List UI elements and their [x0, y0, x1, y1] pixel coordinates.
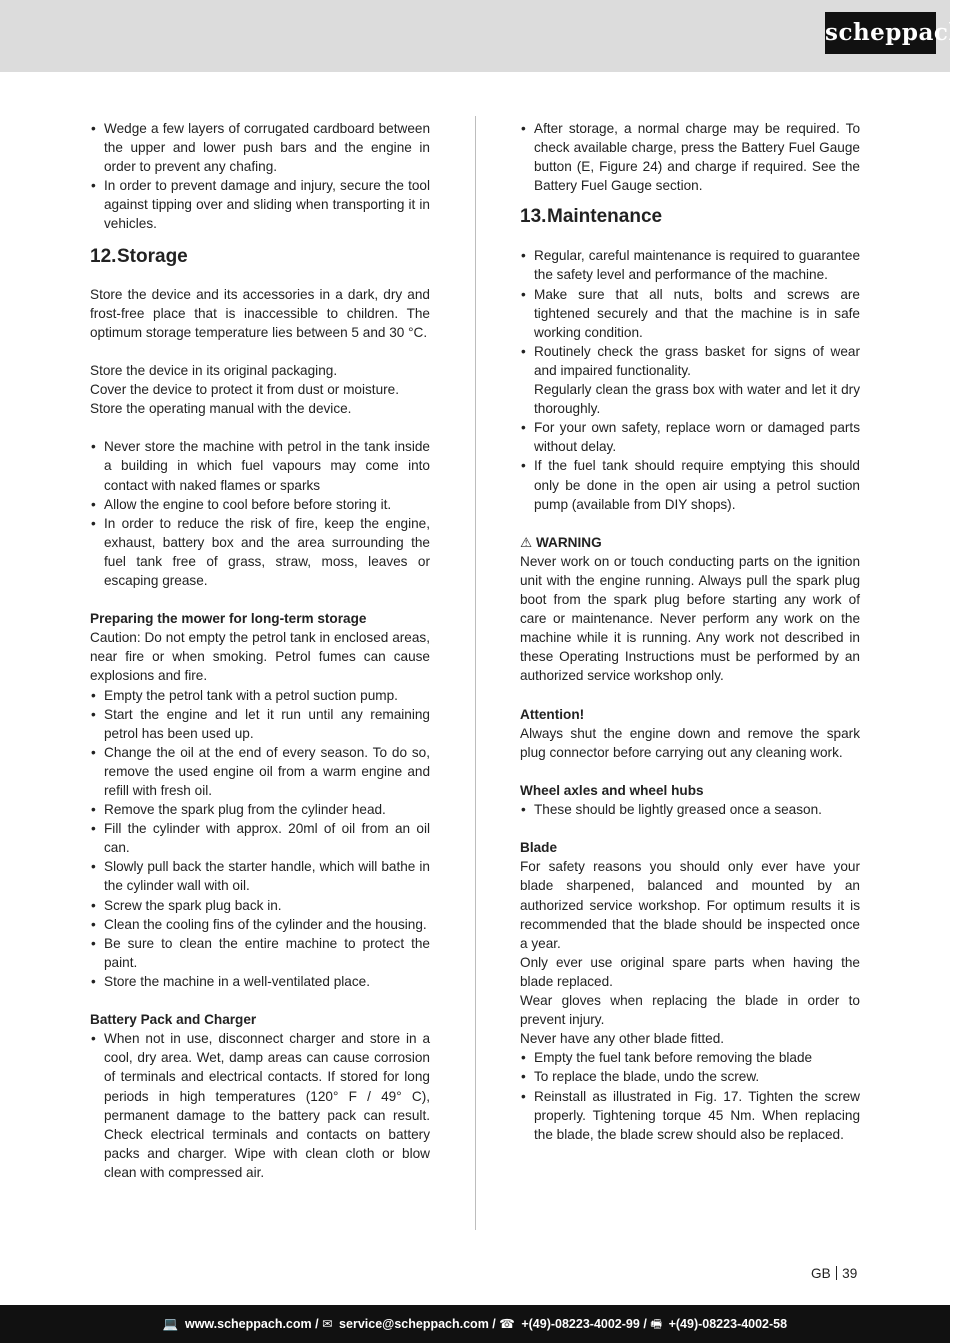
blade-paragraph: Only ever use original spare parts when having the blade replaced.: [520, 954, 860, 989]
column-divider: [475, 116, 476, 1230]
contact-footer-bar: 💻 www.scheppach.com / ✉ service@scheppach.com / ☎ +(49)-08223-4002-99 / 🖷 +(49)-08223-4002-58: [0, 1305, 950, 1343]
warning-text: Never work on or touch conducting parts on the ignition unit with the engine running. Always pull the spark plug boot from the spark plug before starting any work of care or maintenance. Never perform any work on the machine while it is running. Any work not described in these Operating Instructions must be performed by an authorized service workshop only.: [520, 553, 860, 684]
battery-heading: Battery Pack and Charger: [90, 1012, 257, 1028]
blade-paragraph: Never have any other blade fitted.: [520, 1031, 725, 1047]
list-item: • Make sure that all nuts, bolts and screws are tightened securely and that the machine is in safe working condition.: [520, 285, 860, 342]
list-item: • Slowly pull back the starter handle, which will bathe in the cylinder wall with oil.: [90, 857, 430, 895]
mail-icon: ✉: [322, 1317, 333, 1331]
list-item: • Empty the fuel tank before removing the blade: [520, 1048, 860, 1067]
maintenance-continuation: Regularly clean the grass box with water and let it dry thoroughly.: [534, 382, 860, 417]
attention-text: Always shut the engine down and remove the spark plug connector before carrying out any cleaning work.: [520, 725, 860, 760]
list-item: • Change the oil at the end of every season. To do so, remove the used engine oil from a warm engine and refill with fresh oil.: [90, 743, 430, 800]
maintenance-heading: 13.Maintenance: [520, 206, 663, 228]
attention-heading: Attention!: [520, 706, 585, 722]
blade-paragraph: For safety reasons you should only ever have your blade sharpened, balanced and mounted by an authorized service workshop. For optimum results it is recommended that the blade should be inspected once a year.: [520, 859, 860, 951]
list-item: • Store the machine in a well-ventilated place.: [90, 972, 430, 991]
page-number: 39: [842, 1266, 858, 1281]
fax-number: +(49)-08223-4002-58: [668, 1317, 788, 1331]
list-item: • These should be lightly greased once a season.: [520, 800, 860, 819]
list-item: • Start the engine and let it run until any remaining petrol has been used up.: [90, 705, 430, 743]
list-item: • In order to reduce the risk of fire, keep the engine, exhaust, battery box and the area surrounding the fuel tank free of grass, straw, moss, leaves or escaping grease.: [90, 514, 430, 590]
transport-bullet-list: [90, 119, 430, 234]
storage-line: Cover the device to protect it from dust or moisture.: [90, 382, 400, 398]
fax-icon: 🖷: [650, 1317, 663, 1331]
list-item: • If the fuel tank should require emptying this should only be done in the open air using a petrol suction pump (available from DIY shops).: [520, 456, 860, 513]
list-item: • Empty the petrol tank with a petrol suction pump.: [90, 686, 430, 705]
battery-bullet-list: [90, 1029, 430, 1182]
phone-icon: ☎: [499, 1317, 515, 1331]
list-item: • In order to prevent damage and injury, secure the tool against tipping over and sliding when transporting it in vehicles.: [90, 176, 430, 233]
blade-paragraph: Wear gloves when replacing the blade in order to prevent injury.: [520, 993, 860, 1028]
storage-line: Store the operating manual with the device.: [90, 401, 352, 417]
list-item: • When not in use, disconnect charger and store in a cool, dry area. Wet, damp areas can cause corrosion of terminals and electrical contacts. If stored for long periods in high temperatures (120° F / 49° C), permanent damage to the battery pack can result. Check electrical terminals and contacts on battery packs and charger. Wipe with clean cloth or blow clean with compressed air.: [90, 1029, 430, 1182]
language-code: GB: [811, 1266, 831, 1281]
page-header-band: [0, 0, 966, 72]
wheels-bullet-list: [520, 800, 860, 819]
battery-continued-list: [520, 119, 860, 195]
storage-bullet-list: [90, 437, 430, 590]
list-item: • Be sure to clean the entire machine to protect the paint.: [90, 934, 430, 972]
left-column: [90, 119, 430, 1182]
storage-paragraph: Store the device and its accessories in a dark, dry and frost-free place that is inaccessible to children. The optimum storage temperature lies between 5 and 30 °C.: [90, 286, 430, 340]
long-term-storage-heading: Preparing the mower for long-term storage: [90, 611, 367, 627]
list-item: • For your own safety, replace worn or damaged parts without delay.: [520, 418, 860, 456]
list-item: • Wedge a few layers of corrugated cardboard between the upper and lower push bars and the engine in order to prevent any chafing.: [90, 119, 430, 176]
list-item: • To replace the blade, undo the screw.: [520, 1067, 860, 1086]
maintenance-bullet-list-2: [520, 418, 860, 513]
list-item: • Reinstall as illustrated in Fig. 17. Tighten the screw properly. Tightening torque 45 Nm. When replacing the blade, the blade screw should also be replaced.: [520, 1087, 860, 1144]
page-number-label: [811, 1264, 857, 1283]
list-item: • After storage, a normal charge may be required. To check available charge, press the Battery Fuel Gauge button (E, Figure 24) and charge if required. See the Battery Fuel Gauge section.: [520, 119, 860, 195]
right-column: [520, 119, 860, 1144]
list-item: • Fill the cylinder with approx. 20ml of oil from an oil can.: [90, 819, 430, 857]
warning-heading: ⚠ WARNING: [520, 534, 602, 550]
website-link[interactable]: www.scheppach.com: [184, 1317, 312, 1331]
list-item: • Routinely check the grass basket for signs of wear and impaired functionality.: [520, 342, 860, 380]
long-term-bullet-list: [90, 686, 430, 992]
list-item: • Allow the engine to cool before before storing it.: [90, 495, 430, 514]
list-item: • Never store the machine with petrol in the tank inside a building in which fuel vapours may come into contact with naked flames or sparks: [90, 437, 430, 494]
storage-heading: 12.Storage: [90, 245, 188, 267]
list-item: • Regular, careful maintenance is required to guarantee the safety level and performance of the machine.: [520, 246, 860, 284]
list-item: • Screw the spark plug back in.: [90, 896, 430, 915]
long-term-caution: Caution: Do not empty the petrol tank in enclosed areas, near fire or when smoking. Petrol fumes can cause explosions and fire.: [90, 630, 430, 684]
warning-triangle-icon: ⚠: [520, 534, 533, 550]
wheels-heading: Wheel axles and wheel hubs: [520, 783, 704, 798]
blade-bullet-list: [520, 1048, 860, 1143]
blade-heading: Blade: [520, 840, 558, 856]
phone-number: +(49)-08223-4002-99: [521, 1317, 640, 1331]
list-item: • Clean the cooling fins of the cylinder and the housing.: [90, 915, 430, 934]
computer-icon: 💻: [162, 1317, 179, 1331]
maintenance-bullet-list: [520, 246, 860, 380]
list-item: • Remove the spark plug from the cylinder head.: [90, 800, 430, 819]
scheppach-logo: scheppach: [825, 12, 936, 54]
email-link[interactable]: service@scheppach.com: [339, 1317, 489, 1331]
storage-line: Store the device in its original packaging.: [90, 362, 338, 378]
